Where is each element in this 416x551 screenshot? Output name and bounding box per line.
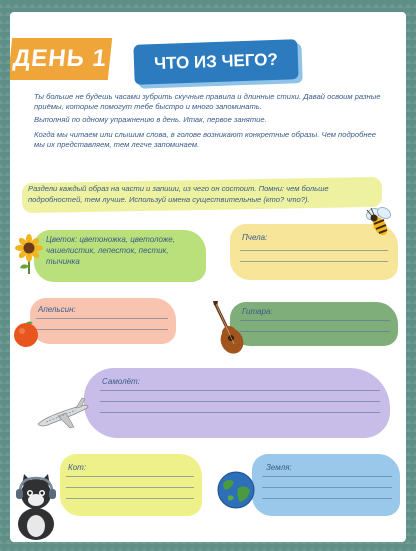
orange-label: Апельсин: bbox=[38, 305, 76, 314]
worksheet bbox=[10, 12, 406, 542]
airplane-icon bbox=[36, 394, 90, 439]
day-badge: ДЕНЬ 1 bbox=[10, 38, 112, 80]
flower-label: Цветок: цветоножка, цветоложе, чашелистик, лепесток, пестик, тычинка bbox=[46, 235, 175, 266]
earth-icon bbox=[216, 470, 256, 515]
guitar-icon bbox=[210, 300, 250, 361]
earth-label: Земля: bbox=[266, 463, 292, 472]
earth-writing-lines bbox=[262, 476, 392, 509]
orange-icon bbox=[12, 320, 40, 353]
cat-writing-lines bbox=[66, 476, 194, 509]
bee-icon bbox=[362, 204, 396, 245]
orange-writing-lines bbox=[36, 318, 168, 340]
task-instructions: Раздели каждый образ на части и запиши, из чего он состоит. Помни: чем больше подробностей, тем лучше. Используй имена существительные (кто? что?). bbox=[28, 184, 329, 204]
intro-paragraph-1: Ты больше не будешь часами зубрить скучные правила и длинные стихи. Давай освоим разные приёмы, которые помогут тебе быстро и много запоминать. bbox=[34, 92, 381, 111]
page-title: ЧТО ИЗ ЧЕГО? bbox=[133, 39, 298, 85]
airplane-writing-lines bbox=[100, 390, 380, 423]
bee-label: Пчела: bbox=[242, 233, 268, 242]
guitar-label: Гитара: bbox=[242, 307, 273, 316]
cat-label: Кот: bbox=[68, 463, 87, 472]
intro-paragraph-2: Выполняй по одному упражнению в день. Итак, первое занятие. bbox=[34, 115, 267, 124]
bee-writing-lines bbox=[240, 250, 388, 272]
airplane-label: Самолёт: bbox=[102, 377, 140, 386]
guitar-writing-lines bbox=[240, 320, 390, 342]
intro-paragraph-3: Когда мы читаем или слышим слова, в голове возникают конкретные образы. Чем подробнее мы их представляем, тем легче запоминаем. bbox=[34, 130, 376, 149]
cat-icon bbox=[10, 468, 62, 542]
sunflower-icon bbox=[14, 234, 44, 279]
